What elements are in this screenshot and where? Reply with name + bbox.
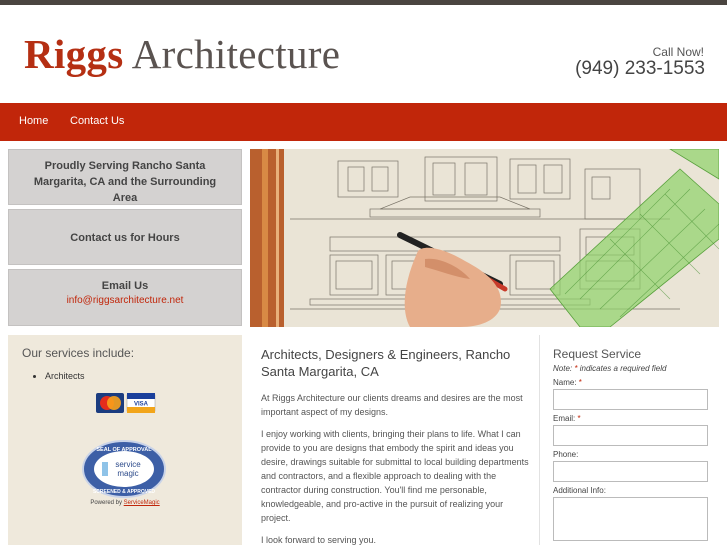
email-box <box>8 269 242 326</box>
seal-brand-top: service <box>115 460 141 469</box>
logo-word-architecture: Architecture <box>131 31 341 77</box>
nav-item-home[interactable]: Home <box>19 115 49 127</box>
note-prefix: Note: <box>553 364 573 373</box>
service-area-box <box>8 149 242 205</box>
payment-cards <box>96 393 156 418</box>
powered-by <box>8 500 242 506</box>
closing-paragraph: I look forward to serving you. <box>261 535 377 545</box>
call-now-label: Call Now! <box>652 45 704 59</box>
seal-top-text: SEAL OF APPROVAL <box>96 447 152 453</box>
required-star: * <box>574 364 578 373</box>
phone-label: Phone: <box>553 450 579 459</box>
email-heading: Email Us <box>101 280 149 292</box>
hero-image <box>250 149 719 327</box>
hours-box[interactable] <box>8 209 242 265</box>
seal-brand-bottom: magic <box>117 469 139 478</box>
site-logo[interactable] <box>24 30 340 78</box>
top-bar <box>0 0 727 5</box>
email-label: Email: * <box>553 414 581 423</box>
name-field[interactable] <box>553 389 708 410</box>
page-title: Architects, Designers & Engineers, Rancho Santa Margarita, CA <box>261 347 511 379</box>
hours-text: Contact us for Hours <box>70 232 180 244</box>
phone-field[interactable] <box>553 461 708 482</box>
services-panel <box>8 335 242 545</box>
nav-item-contact-us[interactable]: Contact Us <box>70 115 125 127</box>
form-heading: Request Service <box>553 347 642 361</box>
mastercard-icon <box>96 393 124 413</box>
additional-info-label: Additional Info: <box>553 486 606 495</box>
main-nav <box>0 103 727 141</box>
powered-prefix: Powered by <box>90 500 122 506</box>
request-service-form <box>553 347 713 541</box>
main-content <box>261 346 531 545</box>
phone-number: (949) 233-1553 <box>575 58 705 79</box>
intro-paragraph: At Riggs Architecture our clients dreams and desires are the most important aspect of my designs. <box>261 393 523 417</box>
visa-icon <box>127 393 155 413</box>
services-heading: Our services include: <box>22 346 135 360</box>
service-magic-seal[interactable] <box>82 440 166 503</box>
svg-text:VISA: VISA <box>133 401 149 408</box>
required-note <box>553 364 713 373</box>
email-field[interactable] <box>553 425 708 446</box>
service-area-text: Proudly Serving Rancho Santa Margarita, CA and the Surrounding Area <box>33 160 217 204</box>
body-paragraph: I enjoy working with clients, bringing their plans to life. What I can provide to you are designs that embody the spirit and ideas you desire, drawings suitable for submittal to local building departments and contractors, and a flexible approach to dealing with the contractor during construction. You'll find me personable, knowledgeable, and pro-active in the pursuit of realizing your project. <box>261 429 529 523</box>
column-divider <box>539 335 540 545</box>
architect-drawing-illustration <box>250 149 719 327</box>
additional-info-field[interactable] <box>553 497 708 541</box>
list-item: • Architects <box>45 371 85 381</box>
note-suffix: indicates a required field <box>579 364 667 373</box>
services-list <box>45 371 85 381</box>
name-label: Name: * <box>553 378 582 387</box>
powered-link[interactable]: ServiceMagic <box>123 500 160 506</box>
email-link[interactable]: info@riggsarchitecture.net <box>66 295 184 306</box>
logo-word-riggs: Riggs <box>24 31 124 77</box>
seal-bottom-text: SCREENED & APPROVED <box>92 489 156 495</box>
